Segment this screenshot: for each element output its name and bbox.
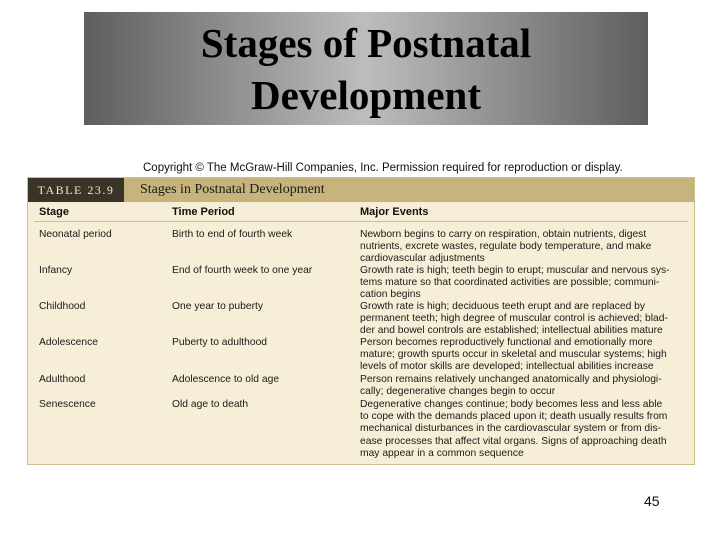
- row-adolescence-events: Person becomes reproductively functional and emotionally more mature; growth spurts occur in skeletal and muscular systems; high levels of motor skills are developed; intellectual abilities increase: [360, 337, 667, 373]
- column-header-major-events: Major Events: [360, 206, 429, 218]
- table-header-bar: [28, 178, 695, 202]
- row-infancy-stage: Infancy: [39, 265, 73, 276]
- row-senescence-events: Degenerative changes continue; body becomes less and less able to cope with the demands placed upon it; death usually results from mechanical disturbances in the cardiovascular system or from dis- ease processes that affect vital organs. Signs of approaching death may appear in a common sequence: [360, 399, 668, 459]
- row-infancy-period: End of fourth week to one year: [172, 265, 313, 276]
- header-divider: [34, 221, 688, 222]
- table-number-label: TABLE 23.9: [28, 178, 124, 202]
- row-childhood-stage: Childhood: [39, 301, 86, 312]
- row-neonatal-stage: Neonatal period: [39, 229, 112, 240]
- table-title: Stages in Postnatal Development: [140, 182, 325, 197]
- row-adulthood-period: Adolescence to old age: [172, 374, 280, 385]
- row-childhood-events: Growth rate is high; deciduous teeth erupt and are replaced by permanent teeth; high degree of muscular control is achieved; blad- der and bowel controls are established; intellectual abilities mature: [360, 301, 668, 337]
- copyright-notice: Copyright © The McGraw-Hill Companies, Inc. Permission required for reproduction or display.: [143, 162, 623, 174]
- slide-title-banner: [84, 12, 648, 125]
- row-senescence-stage: Senescence: [39, 399, 96, 410]
- postnatal-stages-table: [27, 177, 695, 465]
- row-infancy-events: Growth rate is high; teeth begin to erupt; muscular and nervous sys- tems mature so that coordinated activities are possible; communi- cation begins: [360, 265, 670, 301]
- page-number: 45: [644, 493, 660, 509]
- row-senescence-period: Old age to death: [172, 399, 249, 410]
- row-childhood-period: One year to puberty: [172, 301, 264, 312]
- row-neonatal-events: Newborn begins to carry on respiration, obtain nutrients, digest nutrients, excrete wastes, regulate body temperature, and make cardiovascular adjustments: [360, 229, 652, 265]
- column-header-time-period: Time Period: [172, 206, 235, 218]
- row-adulthood-stage: Adulthood: [39, 374, 86, 385]
- row-adulthood-events: Person remains relatively unchanged anatomically and physiologi- cally; degenerative changes begin to occur: [360, 374, 662, 398]
- row-adolescence-stage: Adolescence: [39, 337, 98, 348]
- slide-title: Stages of Postnatal Development: [200, 19, 532, 118]
- row-adolescence-period: Puberty to adulthood: [172, 337, 268, 348]
- column-header-stage: Stage: [39, 206, 69, 218]
- row-neonatal-period: Birth to end of fourth week: [172, 229, 293, 240]
